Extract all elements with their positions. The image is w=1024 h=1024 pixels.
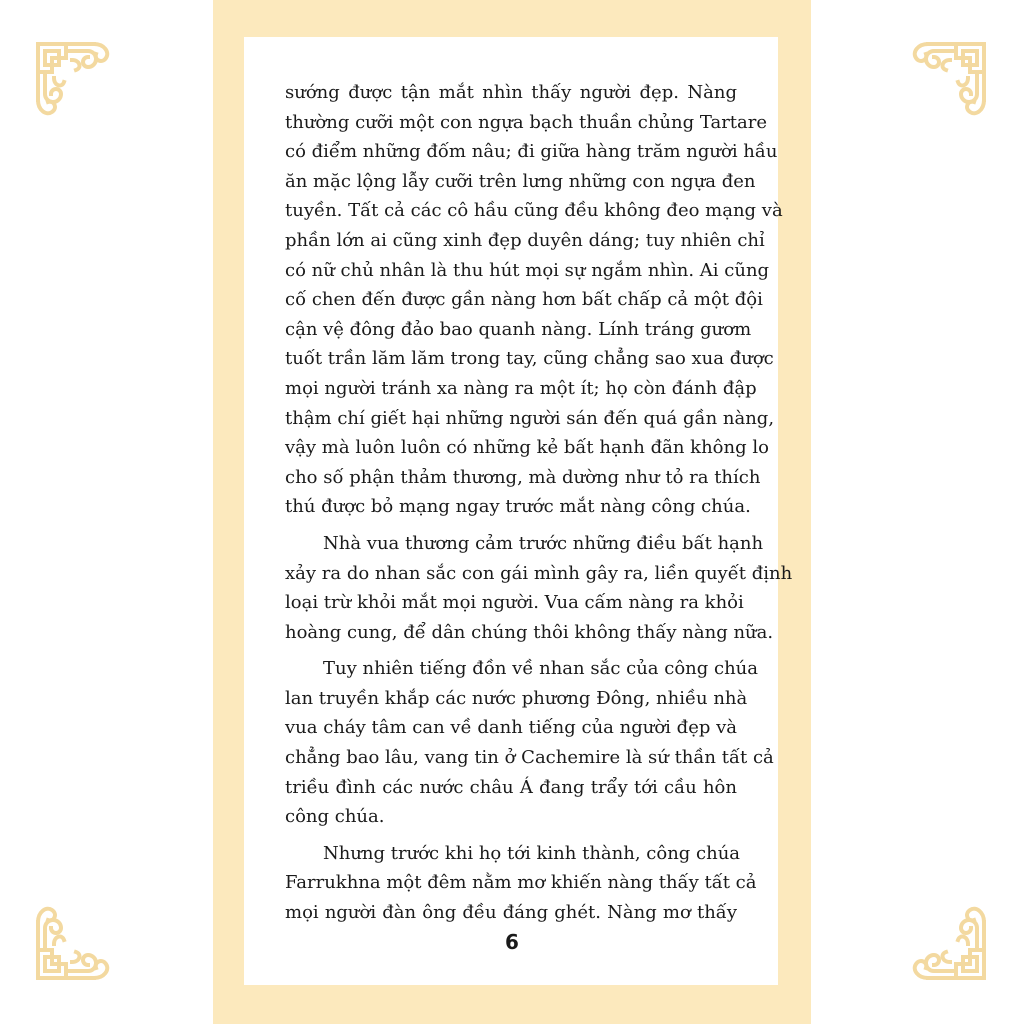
text-line: mọi người đàn ông đều đáng ghét. Nàng mơ thấy	[285, 902, 737, 924]
text-line: Nhà vua thương cảm trước những điều bất hạnh	[323, 532, 764, 554]
text-line: sướng được tận mắt nhìn thấy người đẹp. Nàng	[285, 82, 737, 103]
paragraph-3	[285, 654, 774, 832]
paragraph-1	[285, 78, 783, 522]
text-line: có nữ chủ nhân là thu hút mọi sự ngắm nhìn. Ai cũng	[285, 259, 770, 281]
text-line: Farrukhna một đêm nằm mơ khiến nàng thấy tất cả	[285, 872, 757, 894]
paragraph-2	[285, 529, 793, 647]
paragraph-4	[285, 839, 757, 928]
text-line: thậm chí giết hại những người sán đến quá gần nàng,	[285, 407, 775, 429]
body-text	[285, 78, 793, 928]
corner-ornament-top-left-icon	[32, 38, 132, 138]
text-line: tuyền. Tất cả các cô hầu cũng đều không đeo mạng và	[285, 200, 783, 222]
text-line: cố chen đến được gần nàng hơn bất chấp cả một đội	[285, 289, 763, 311]
text-line: phần lớn ai cũng xinh đẹp duyên dáng; tuy nhiên chỉ	[285, 229, 765, 251]
text-line: Tuy nhiên tiếng đồn về nhan sắc của công chúa	[323, 658, 758, 680]
text-line: công chúa.	[285, 806, 385, 828]
corner-ornament-top-right-icon	[890, 38, 990, 138]
text-line: tuốt trần lăm lăm trong tay, cũng chẳng sao xua được	[285, 348, 774, 370]
text-line: lan truyền khắp các nước phương Đông, nhiều nhà	[285, 687, 748, 709]
text-line: loại trừ khỏi mắt mọi người. Vua cấm nàng ra khỏi	[285, 592, 744, 614]
text-line: triều đình các nước châu Á đang trẩy tới cầu hôn	[285, 776, 737, 798]
text-line: thường cưỡi một con ngựa bạch thuần chủng Tartare	[285, 111, 768, 133]
text-line: có điểm những đốm nâu; đi giữa hàng trăm người hầu	[285, 141, 778, 163]
text-line: vua cháy tâm can về danh tiếng của người đẹp và	[285, 717, 737, 739]
text-line: ăn mặc lộng lẫy cưỡi trên lưng những con ngựa đen	[285, 170, 756, 192]
page-number: 6	[505, 930, 519, 954]
text-line: xảy ra do nhan sắc con gái mình gây ra, liền quyết định	[285, 562, 793, 584]
text-line: chẳng bao lâu, vang tin ở Cachemire là sứ thần tất cả	[285, 747, 774, 769]
text-line: thú được bỏ mạng ngay trước mắt nàng công chúa.	[285, 496, 751, 518]
text-line: cận vệ đông đảo bao quanh nàng. Lính tráng gươm	[285, 318, 752, 340]
text-line: vậy mà luôn luôn có những kẻ bất hạnh đãn không lo	[285, 437, 769, 459]
text-line: cho số phận thảm thương, mà dường như tỏ ra thích	[285, 466, 761, 488]
text-line: Nhưng trước khi họ tới kinh thành, công chúa	[323, 842, 741, 864]
text-line: hoàng cung, để dân chúng thôi không thấy nàng nữa.	[285, 621, 774, 643]
text-line: mọi người tránh xa nàng ra một ít; họ còn đánh đập	[285, 377, 757, 399]
